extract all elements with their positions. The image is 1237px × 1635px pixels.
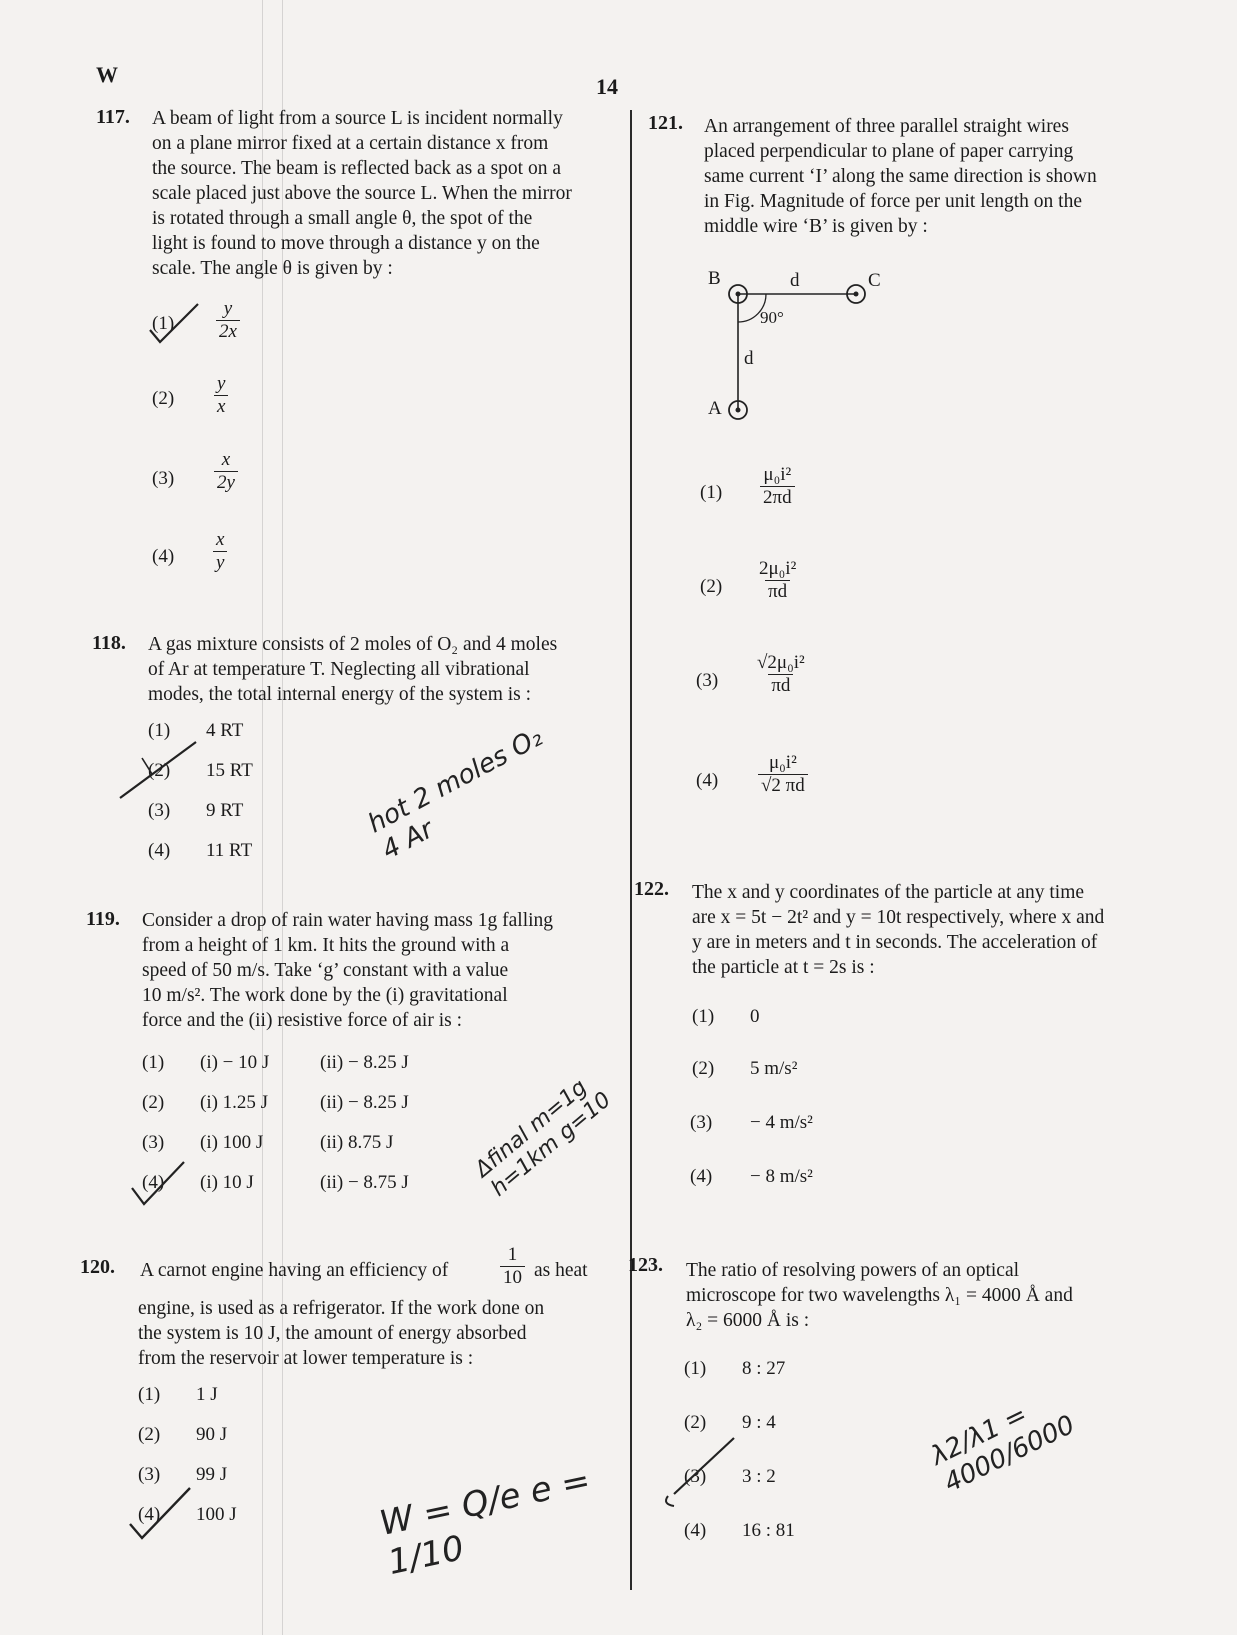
option-label[interactable]: (2) — [684, 1412, 707, 1433]
distance-label-top: d — [790, 270, 800, 291]
option-value[interactable]: 99 J — [196, 1464, 228, 1485]
tick-mark-icon — [118, 738, 198, 804]
option-part-ii[interactable]: (ii) − 8.25 J — [320, 1092, 409, 1113]
option-label[interactable]: (4) — [138, 1504, 161, 1525]
question-number: 119. — [86, 908, 120, 930]
wire-label-a: A — [708, 398, 722, 419]
option-part-i[interactable]: (i) 10 J — [200, 1172, 254, 1193]
option-label[interactable]: (1) — [692, 1006, 715, 1027]
question-122-text: The x and y coordinates of the particle at any time are x = 5t − 2t² and y = 10t respectively, where x and y are in meters and t in seconds. The acceleration of the particle at t = 2s is : — [692, 882, 1105, 978]
option-value[interactable]: 11 RT — [206, 840, 253, 861]
tick-mark-icon — [126, 1484, 196, 1544]
option-121-3-fraction[interactable]: $\frac{\text{√2μ₀i²}}{\pi d}$ — [757, 652, 805, 696]
option-value[interactable]: 16 : 81 — [742, 1520, 795, 1541]
option-label[interactable]: (4) — [696, 770, 719, 791]
tick-mark-icon — [146, 300, 206, 356]
option-117-1-fraction[interactable]: $\frac{y}{2x}$ — [216, 298, 240, 343]
option-part-ii[interactable]: (ii) − 8.25 J — [320, 1052, 409, 1073]
option-label[interactable]: (1) — [700, 482, 723, 503]
option-label[interactable]: (1) — [152, 313, 175, 334]
option-label[interactable]: (4) — [690, 1166, 713, 1187]
option-label[interactable]: (2) — [152, 388, 175, 409]
option-value[interactable]: 3 : 2 — [742, 1466, 776, 1487]
option-part-i[interactable]: (i) 1.25 J — [200, 1092, 269, 1113]
efficiency-fraction: $\frac{1}{10}$ — [500, 1244, 525, 1289]
handwritten-note: W = Q/e e = 1/10 — [376, 1460, 594, 1584]
question-number: 117. — [96, 106, 130, 128]
option-value[interactable]: − 4 m/s² — [750, 1112, 813, 1133]
option-value[interactable]: − 8 m/s² — [750, 1166, 813, 1187]
option-label[interactable]: (1) — [138, 1384, 161, 1405]
option-label[interactable]: (4) — [142, 1172, 165, 1193]
option-label[interactable]: (2) — [692, 1058, 715, 1079]
option-label[interactable]: (3) — [696, 670, 719, 691]
series-code: W — [96, 62, 118, 87]
handwritten-note: λ2/λ1 = 4000/6000 — [926, 1399, 1080, 1499]
option-part-ii[interactable]: (ii) − 8.75 J — [320, 1172, 409, 1193]
option-label[interactable]: (2) — [138, 1424, 161, 1445]
question-120-text: engine, is used as a refrigerator. If the work done on the system is 10 J, the amount of energy absorbed from the reservoir at lower temperature is : — [138, 1298, 545, 1369]
question-123-text: The ratio of resolving powers of an optical microscope for two wavelengths λ₁ = 4000 Å and λ₂ = 6000 Å is : — [686, 1260, 1073, 1331]
option-label[interactable]: (2) — [142, 1092, 165, 1113]
option-value[interactable]: 100 J — [196, 1504, 237, 1525]
option-label[interactable]: (2) — [148, 760, 171, 781]
option-label[interactable]: (1) — [142, 1052, 165, 1073]
handwritten-note: Δfinal m=1g h=1km g=10 — [470, 1074, 616, 1202]
page-number: 14 — [596, 74, 618, 99]
angle-label: 90° — [760, 308, 784, 327]
option-label[interactable]: (3) — [690, 1112, 713, 1133]
option-part-ii[interactable]: (ii) 8.75 J — [320, 1132, 394, 1153]
option-117-4-fraction[interactable]: $\frac{x}{y}$ — [213, 529, 227, 574]
option-value[interactable]: 5 m/s² — [750, 1058, 798, 1079]
option-label[interactable]: (4) — [148, 840, 171, 861]
option-label[interactable]: (3) — [684, 1466, 707, 1487]
option-value[interactable]: 8 : 27 — [742, 1358, 786, 1379]
option-label[interactable]: (3) — [138, 1464, 161, 1485]
option-label[interactable]: (1) — [684, 1358, 707, 1379]
option-121-4-fraction[interactable]: $\frac{\text{μ₀i²}}{√2 \pi d}$ — [758, 752, 808, 797]
question-117-text: A beam of light from a source L is incident normally on a plane mirror fixed at a certain distance x from the source. The beam is reflected back as a spot on a scale placed just above the source L. When the mirror is rotated through a small angle θ, the spot of the light is found to move through a distance y on the scale. The angle θ is given by : — [152, 108, 572, 279]
option-label[interactable]: (2) — [700, 576, 723, 597]
option-value[interactable]: 4 RT — [206, 720, 244, 741]
question-120-line1-start: A carnot engine having an efficiency of — [140, 1260, 449, 1281]
question-number: 123. — [628, 1254, 663, 1276]
option-value[interactable]: 9 RT — [206, 800, 244, 821]
question-121-text: An arrangement of three parallel straight wires placed perpendicular to plane of paper carrying same current ‘I’ along the same direction is shown in Fig. Magnitude of force per unit length on the middle wire ‘B’ is given by : — [704, 116, 1097, 237]
question-118-text: A gas mixture consists of 2 moles of O₂ and 4 moles of Ar at temperature T. Neglecting all vibrational modes, the total internal energy of the system is : — [148, 634, 558, 705]
wire-label-c: C — [868, 270, 881, 291]
question-number: 122. — [634, 878, 669, 900]
question-119-text: Consider a drop of rain water having mass 1g falling from a height of 1 km. It hits the ground with a speed of 50 m/s. Take ‘g’ constant with a value 10 m/s². The work done by the (i) gravitational force and the (ii) resistive force of air is : — [142, 910, 554, 1031]
question-number: 120. — [80, 1256, 115, 1278]
wire-label-b: B — [708, 268, 721, 289]
option-label[interactable]: (4) — [684, 1520, 707, 1541]
handwritten-note: hot 2 moles O₂ 4 Ar — [363, 722, 548, 866]
option-label[interactable]: (3) — [152, 468, 175, 489]
question-120-line1-end: as heat — [534, 1260, 588, 1281]
option-121-2-fraction[interactable]: $\frac{\text{2μ₀i²}}{\pi d}$ — [759, 558, 797, 602]
option-value[interactable]: 1 J — [196, 1384, 218, 1405]
question-number: 118. — [92, 632, 126, 654]
question-number: 121. — [648, 112, 683, 134]
option-label[interactable]: (4) — [152, 546, 175, 567]
option-value[interactable]: 0 — [750, 1006, 760, 1027]
option-value[interactable]: 9 : 4 — [742, 1412, 776, 1433]
option-part-i[interactable]: (i) 100 J — [200, 1132, 264, 1153]
option-value[interactable]: 90 J — [196, 1424, 228, 1445]
option-part-i[interactable]: (i) − 10 J — [200, 1052, 270, 1073]
option-label[interactable]: (3) — [142, 1132, 165, 1153]
option-117-2-fraction[interactable]: $\frac{y}{x}$ — [214, 373, 228, 418]
option-label[interactable]: (3) — [148, 800, 171, 821]
option-value[interactable]: 15 RT — [206, 760, 253, 781]
tick-mark-icon — [128, 1158, 188, 1210]
option-117-3-fraction[interactable]: $\frac{x}{2y}$ — [214, 449, 238, 494]
column-divider — [630, 110, 632, 1590]
option-label[interactable]: (1) — [148, 720, 171, 741]
tick-mark-icon — [660, 1430, 740, 1510]
distance-label-side: d — [744, 348, 754, 369]
option-121-1-fraction[interactable]: $\frac{\text{μ₀i²}}{2\pi d}$ — [760, 464, 795, 509]
